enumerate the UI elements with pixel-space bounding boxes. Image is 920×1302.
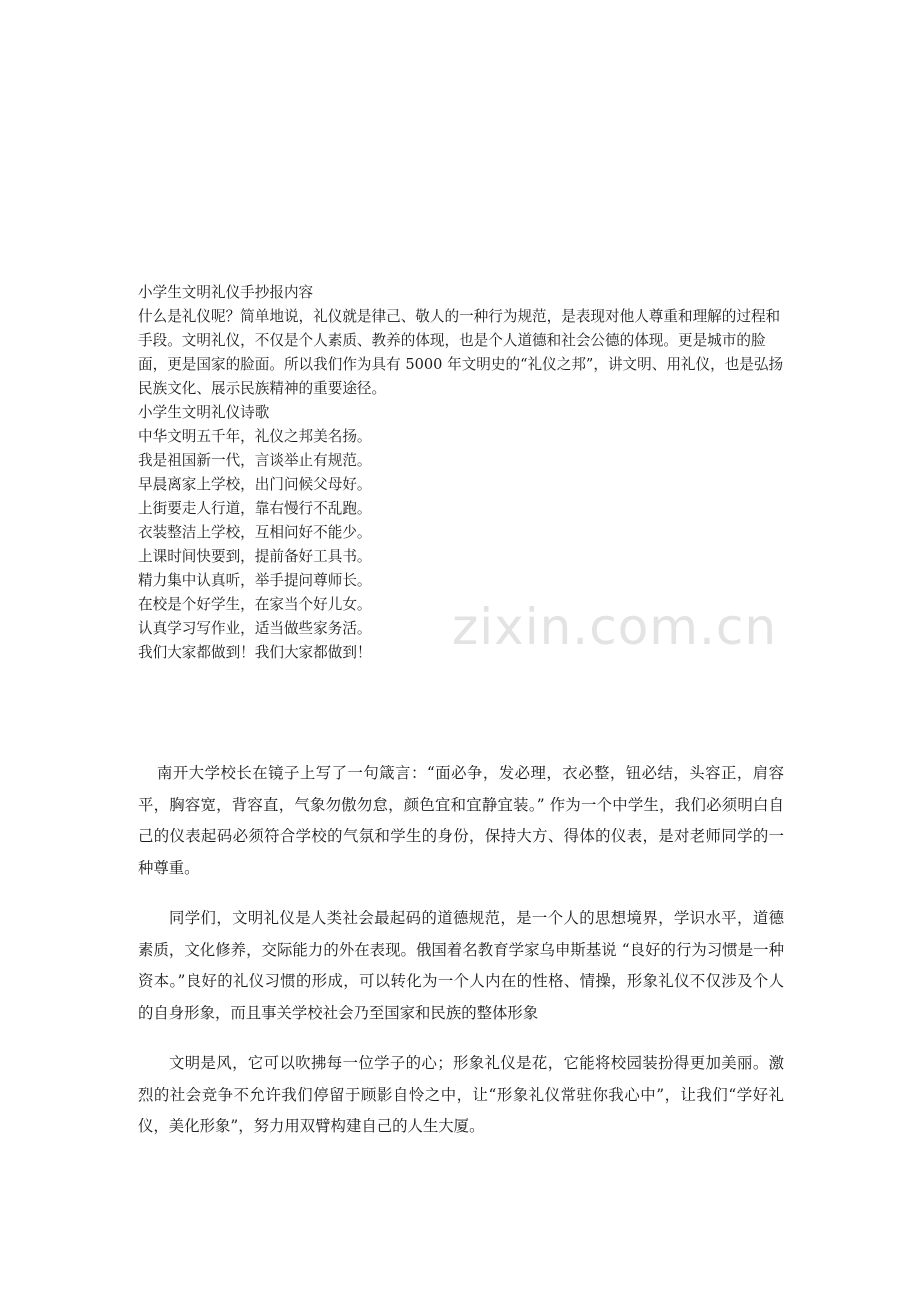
handout-section	[138, 281, 788, 665]
poem	[138, 425, 788, 665]
watermark-text: zixin.com.cn	[452, 598, 778, 656]
essay-paragraph: 南开大学校长在镜子上写了一句箴言：“面必争，发必理，衣必整，钮必结，头容正，肩容平，胸容宽，背容直，气象勿傲勿怠，颜色宜和宜静宜装。” 作为一个中学生，我们必须明白自己的仪表起码必须符合学校的气氛和学生的身份，保持大方、得体的仪表，是对老师同学的一种尊重。	[138, 764, 784, 877]
poem-line: 中华文明五千年，礼仪之邦美名扬。	[138, 428, 372, 445]
poem-line: 认真学习写作业，适当做些家务活。	[138, 620, 372, 637]
poem-line: 在校是个好学生，在家当个好儿女。	[138, 596, 372, 613]
essay-paragraph: 同学们，文明礼仪是人类社会最起码的道德规范，是一个人的思想境界，学识水平，道德素质，文化修养，交际能力的外在表现。俄国着名教育学家乌申斯基说 “良好的行为习惯是一种资本。”良好的礼仪习惯的形成，可以转化为一个人内在的性格、情操，形象礼仪不仅涉及个人的自身形象，而且事关学校社会乃至国家和民族的整体形象	[138, 909, 784, 1022]
poem-line: 上街要走人行道，靠右慢行不乱跑。	[138, 500, 372, 517]
poem-title: 小学生文明礼仪诗歌	[138, 404, 270, 421]
essay-paragraph: 文明是风，它可以吹拂每一位学子的心；形象礼仪是花，它能将校园装扮得更加美丽。激烈的社会竞争不允许我们停留于顾影自怜之中，让“形象礼仪常驻你我心中”，让我们“学好礼仪，美化形象”，努力用双臂构建自己的人生大厦。	[138, 1054, 784, 1135]
poem-line: 衣装整洁上学校，互相问好不能少。	[138, 524, 372, 541]
poem-line: 精力集中认真听，举手提问尊师长。	[138, 572, 372, 589]
poem-line: 我是祖国新一代，言谈举止有规范。	[138, 452, 372, 469]
handout-title: 小学生文明礼仪手抄报内容	[138, 284, 314, 301]
intro-paragraph: 什么是礼仪呢？简单地说，礼仪就是律己、敬人的一种行为规范，是表现对他人尊重和理解的过程和手段。文明礼仪，不仅是个人素质、教养的体现，也是个人道德和社会公德的体现。更是城市的脸面，更是国家的脸面。所以我们作为具有 5000 年文明史的“礼仪之邦”，讲文明、用礼仪，也是弘扬民族文化、展示民族精神的重要途径。	[138, 308, 784, 397]
essay-section	[138, 758, 784, 1162]
poem-line: 早晨离家上学校，出门问候父母好。	[138, 476, 372, 493]
poem-line: 我们大家都做到！我们大家都做到！	[138, 644, 372, 661]
poem-line: 上课时间快要到，提前备好工具书。	[138, 548, 372, 565]
